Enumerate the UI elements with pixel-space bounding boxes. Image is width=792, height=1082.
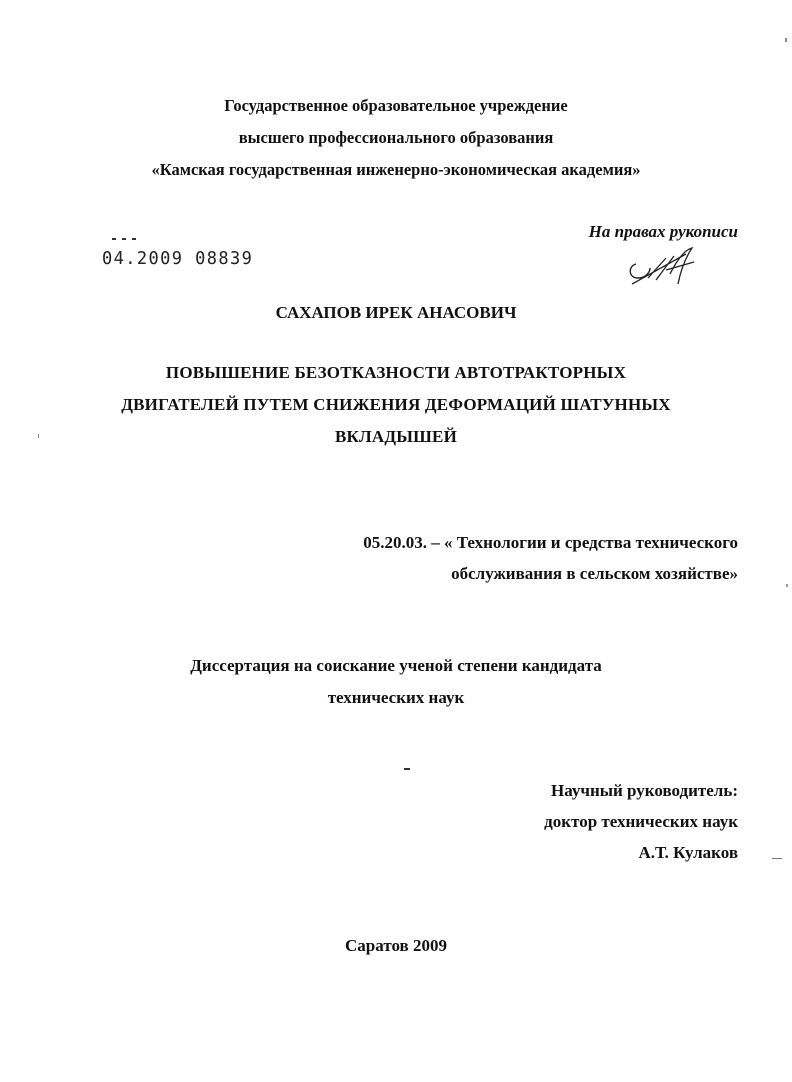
supervisor-label: Научный руководитель: bbox=[551, 781, 738, 800]
scan-speck bbox=[404, 768, 410, 770]
supervisor-rank: доктор технических наук bbox=[544, 812, 738, 831]
degree-line-1: Диссертация на соискание ученой степени кандидата bbox=[190, 656, 602, 675]
degree-line-2: технических наук bbox=[327, 688, 465, 707]
institution-line-3: «Камская государственная инженерно-экономическая академия» bbox=[151, 160, 641, 179]
title-line-1: ПОВЫШЕНИЕ БЕЗОТКАЗНОСТИ АВТОТРАКТОРНЫХ bbox=[165, 363, 627, 382]
title-line-2: ДВИГАТЕЛЕЙ ПУТЕМ СНИЖЕНИЯ ДЕФОРМАЦИЙ ШАТУННЫХ bbox=[121, 395, 671, 414]
city-year: Саратов 2009 bbox=[345, 936, 447, 955]
scan-speck bbox=[772, 858, 782, 859]
scan-speck bbox=[786, 584, 788, 587]
archive-stamp-number: 04.2009 08839 bbox=[102, 248, 254, 270]
author-name: САХАПОВ ИРЕК АНАСОВИЧ bbox=[275, 303, 517, 322]
supervisor-name: А.Т. Кулаков bbox=[638, 843, 738, 862]
handwritten-signature-icon bbox=[626, 244, 698, 288]
scan-speck bbox=[785, 38, 787, 42]
institution-line-2: высшего профессионального образования bbox=[238, 128, 554, 147]
institution-line-1: Государственное образовательное учреждение bbox=[224, 96, 568, 115]
specialty-line-2: обслуживания в сельском хозяйстве» bbox=[451, 564, 738, 583]
specialty-line-1: 05.20.03. – « Технологии и средства технического bbox=[363, 533, 738, 552]
rights-note: На правах рукописи bbox=[588, 222, 738, 241]
title-line-3: ВКЛАДЫШЕЙ bbox=[334, 427, 458, 446]
stamp-marks-icon bbox=[112, 236, 142, 242]
scan-speck bbox=[38, 434, 39, 438]
